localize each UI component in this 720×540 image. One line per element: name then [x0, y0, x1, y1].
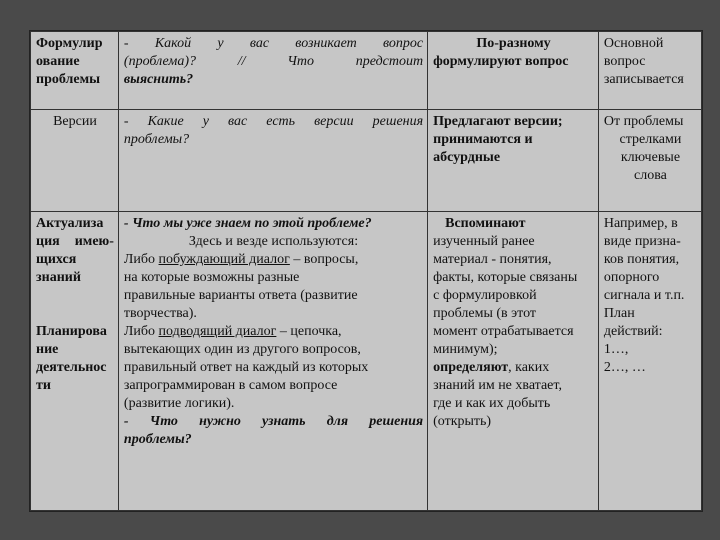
notes-text: 1…,	[603, 342, 629, 357]
stage-text: проблемы	[36, 72, 101, 87]
notes-text: От проблемы	[603, 114, 684, 129]
stage-text: Версии	[53, 114, 97, 129]
notes-text: сигнала и т.п.	[603, 288, 685, 303]
question-text: (развитие логики).	[123, 396, 235, 411]
cell-question-problem	[118, 32, 427, 110]
stage-text: Формулир	[36, 36, 103, 51]
students-text: изученный ранее	[433, 234, 535, 249]
stage-text: ование	[36, 54, 80, 69]
cell-question-versions	[118, 110, 427, 212]
question-text: проблемы?	[123, 132, 190, 147]
students-text: абсурдные	[433, 150, 501, 165]
question-text: на которые возможны разные	[123, 270, 300, 285]
question-text: вытекающих один из другого вопросов,	[123, 342, 361, 357]
question-text: выяснить?	[123, 72, 194, 87]
students-text: определяют, каких	[433, 360, 550, 375]
question-text: проблемы?	[123, 432, 192, 447]
notes-text: вопрос	[603, 54, 646, 69]
students-text: факты, которые связаны	[433, 270, 578, 285]
students-text: момент отрабатывается	[433, 324, 574, 339]
notes-text: ключевые	[620, 150, 681, 165]
question-text: Здесь и везде используются:	[188, 234, 359, 249]
notes-text: слова	[634, 168, 667, 183]
students-text: формулируют вопрос	[433, 54, 569, 69]
notes-text: Основной	[603, 36, 664, 51]
lesson-table	[30, 31, 702, 511]
table-row-versions	[31, 110, 702, 212]
cell-notes-actualization	[598, 212, 701, 511]
slide	[29, 30, 703, 512]
cell-notes-problem	[598, 32, 701, 110]
stage-text: деятельнос	[36, 360, 107, 375]
students-text: По-разному	[476, 36, 551, 51]
question-text: (проблема)? // Что предстоит	[123, 54, 424, 69]
stage-text: ти	[36, 378, 51, 393]
question-text: - Что мы уже знаем по этой проблеме?	[123, 216, 372, 231]
students-text: знаний им не хватает,	[433, 378, 562, 393]
students-text: минимум);	[433, 342, 498, 357]
notes-text: виде призна-	[603, 234, 681, 249]
question-text: Либо побуждающий диалог – вопросы,	[123, 252, 359, 267]
question-text: Либо подводящий диалог – цепочка,	[123, 324, 342, 339]
question-text: - Какие у вас есть версии решения	[123, 114, 424, 129]
notes-text: действий:	[603, 324, 663, 339]
cell-stage-actualization	[31, 212, 119, 511]
notes-text: План	[603, 306, 635, 321]
students-text: где и как их добыть	[433, 396, 551, 411]
stage-text: ция имею-	[36, 234, 114, 249]
table-row-actualization	[31, 212, 702, 511]
question-text: правильные варианты ответа (развитие	[123, 288, 358, 303]
students-text: принимаются и	[433, 132, 533, 147]
notes-text: записывается	[603, 72, 684, 87]
cell-question-actualization	[118, 212, 427, 511]
cell-students-versions	[428, 110, 599, 212]
notes-text: опорного	[603, 270, 660, 285]
question-text: - Какой у вас возникает вопрос	[123, 36, 424, 51]
stage-text: знаний	[36, 270, 81, 285]
notes-text: Например, в	[603, 216, 678, 231]
notes-text: стрелками	[619, 132, 682, 147]
notes-text: ков понятия,	[603, 252, 680, 267]
students-text: (открыть)	[433, 414, 492, 429]
notes-text: 2…, …	[603, 360, 646, 375]
cell-students-actualization	[428, 212, 599, 511]
students-text: Вспоминают	[445, 216, 526, 231]
stage-text: ние	[36, 342, 59, 357]
table-row-problem	[31, 32, 702, 110]
stage-text: щихся	[36, 252, 77, 267]
stage-text: Планирова	[36, 324, 107, 339]
question-text: - Что нужно узнать для решения	[123, 414, 424, 429]
cell-notes-versions	[598, 110, 701, 212]
question-text: творчества).	[123, 306, 197, 321]
cell-stage-versions	[31, 110, 119, 212]
stage-text: Актуализа	[36, 216, 104, 231]
students-text: с формулировкой	[433, 288, 537, 303]
question-text: правильный ответ на каждый из которых	[123, 360, 369, 375]
cell-students-problem	[428, 32, 599, 110]
cell-stage-problem	[31, 32, 119, 110]
students-text: проблемы (в этот	[433, 306, 537, 321]
students-text: Предлагают версии;	[433, 114, 563, 129]
question-text: запрограммирован в самом вопросе	[123, 378, 338, 393]
students-text: материал - понятия,	[433, 252, 552, 267]
